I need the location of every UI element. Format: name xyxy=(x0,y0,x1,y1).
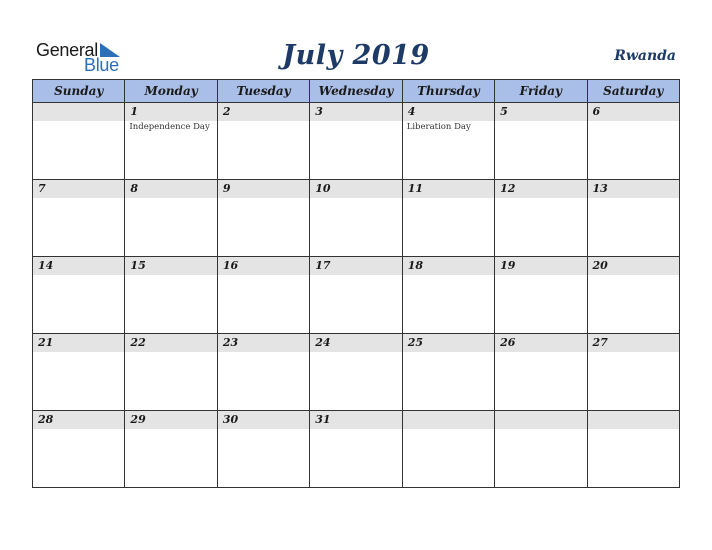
day-number: 22 xyxy=(125,334,216,352)
day-number: 3 xyxy=(310,103,401,121)
day-cell xyxy=(217,411,309,488)
day-number: 30 xyxy=(218,411,309,429)
calendar-title: July 2019 xyxy=(282,40,430,71)
day-number: 29 xyxy=(125,411,216,429)
day-number: 25 xyxy=(403,334,494,352)
day-cell xyxy=(495,334,587,411)
day-cell xyxy=(125,411,217,488)
day-number xyxy=(403,411,494,429)
weekday-header: Saturday xyxy=(587,80,679,103)
holiday-label: Liberation Day xyxy=(406,122,471,132)
day-cell xyxy=(217,180,309,257)
day-cell xyxy=(217,257,309,334)
day-cell xyxy=(587,180,679,257)
day-cell xyxy=(587,103,679,180)
day-cell xyxy=(125,257,217,334)
logo-text-general: General xyxy=(36,40,98,60)
day-number: 14 xyxy=(33,257,124,275)
day-cell xyxy=(33,180,125,257)
holiday-label: Independence Day xyxy=(129,122,210,132)
weekday-header: Tuesday xyxy=(217,80,309,103)
week-row xyxy=(33,257,680,334)
country-label: Rwanda xyxy=(614,48,676,64)
day-cell xyxy=(587,334,679,411)
calendar-grid xyxy=(32,79,680,488)
weekday-header: Sunday xyxy=(33,80,125,103)
day-number: 8 xyxy=(125,180,216,198)
day-cell xyxy=(402,257,494,334)
weekday-header: Friday xyxy=(495,80,587,103)
day-cell xyxy=(402,180,494,257)
day-number: 5 xyxy=(495,103,586,121)
day-number: 12 xyxy=(495,180,586,198)
day-cell xyxy=(402,411,494,488)
weekday-header: Monday xyxy=(125,80,217,103)
day-number: 16 xyxy=(218,257,309,275)
day-number: 1 xyxy=(125,103,216,121)
day-cell xyxy=(587,411,679,488)
day-cell xyxy=(310,180,402,257)
day-cell xyxy=(402,103,494,180)
day-number: 26 xyxy=(495,334,586,352)
day-cell xyxy=(33,334,125,411)
day-cell xyxy=(125,334,217,411)
day-number: 19 xyxy=(495,257,586,275)
day-number: 31 xyxy=(310,411,401,429)
day-number: 9 xyxy=(218,180,309,198)
day-number: 17 xyxy=(310,257,401,275)
day-number: 2 xyxy=(218,103,309,121)
logo-text-blue: Blue xyxy=(84,55,119,75)
day-number: 4 xyxy=(403,103,494,121)
day-number: 7 xyxy=(33,180,124,198)
day-number: 6 xyxy=(588,103,679,121)
week-row xyxy=(33,334,680,411)
day-cell xyxy=(310,334,402,411)
day-cell xyxy=(217,103,309,180)
day-number: 13 xyxy=(588,180,679,198)
day-number: 23 xyxy=(218,334,309,352)
day-cell xyxy=(495,180,587,257)
day-cell xyxy=(125,103,217,180)
day-cell xyxy=(217,334,309,411)
day-cell xyxy=(495,411,587,488)
day-number: 15 xyxy=(125,257,216,275)
day-cell xyxy=(310,103,402,180)
week-row xyxy=(33,180,680,257)
weekday-header: Wednesday xyxy=(310,80,402,103)
day-number: 24 xyxy=(310,334,401,352)
weekday-header: Thursday xyxy=(402,80,494,103)
day-number xyxy=(495,411,586,429)
day-number: 28 xyxy=(33,411,124,429)
day-cell xyxy=(587,257,679,334)
day-cell xyxy=(495,103,587,180)
day-cell xyxy=(33,103,125,180)
weekday-header-row xyxy=(33,80,680,103)
day-number: 21 xyxy=(33,334,124,352)
day-cell xyxy=(125,180,217,257)
day-cell xyxy=(310,411,402,488)
day-number: 20 xyxy=(588,257,679,275)
day-number xyxy=(33,103,124,121)
day-number: 10 xyxy=(310,180,401,198)
day-number: 11 xyxy=(403,180,494,198)
day-cell xyxy=(33,257,125,334)
day-cell xyxy=(33,411,125,488)
day-cell xyxy=(310,257,402,334)
day-number: 27 xyxy=(588,334,679,352)
week-row xyxy=(33,103,680,180)
week-row xyxy=(33,411,680,488)
day-cell xyxy=(495,257,587,334)
day-number: 18 xyxy=(403,257,494,275)
day-cell xyxy=(402,334,494,411)
day-number xyxy=(588,411,679,429)
